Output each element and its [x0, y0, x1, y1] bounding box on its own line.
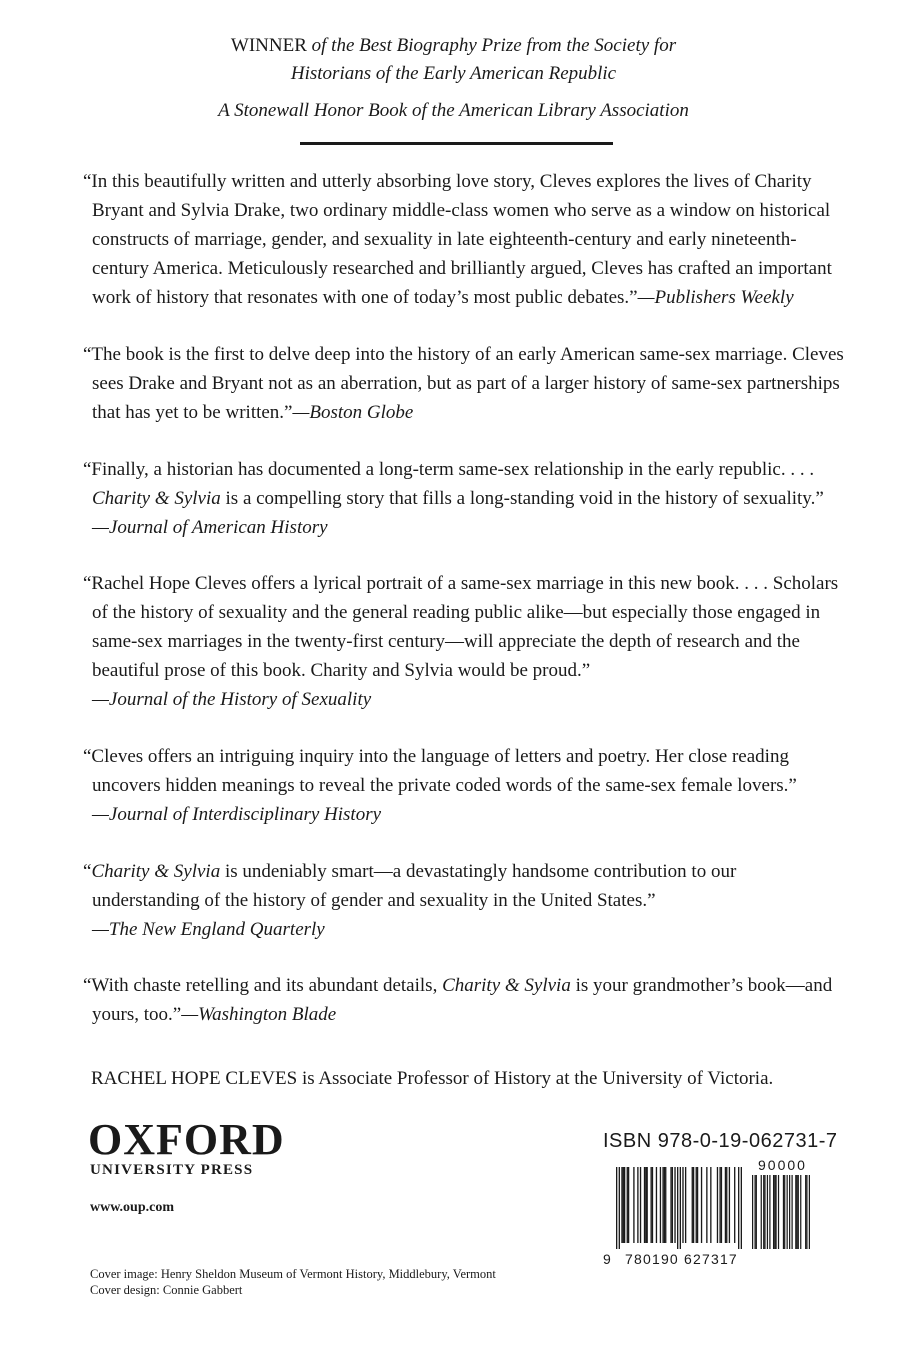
barcode-bar — [697, 1167, 698, 1243]
barcode-bar — [784, 1175, 785, 1249]
barcode-bar — [721, 1167, 722, 1243]
blurb-journal-interdisciplinary — [83, 742, 843, 829]
blurb-source: —Washington Blade — [181, 1004, 337, 1025]
barcode-bar — [701, 1167, 702, 1243]
blurb-text: is your grandmother’s book—and — [570, 975, 833, 996]
barcode-bar — [774, 1175, 775, 1249]
barcode-bar — [627, 1167, 628, 1243]
blurb-journal-history-sexuality — [83, 569, 843, 714]
barcode-bar — [761, 1175, 762, 1249]
cover-design-credit: Cover design: Connie Gabbert — [90, 1283, 243, 1297]
barcode-bar — [725, 1167, 726, 1243]
cover-image-credit: Cover image: Henry Sheldon Museum of Vermont History, Middlebury, Vermont — [90, 1267, 496, 1281]
barcode-bar — [662, 1167, 663, 1243]
barcode-bar — [787, 1175, 788, 1249]
barcode-bar — [619, 1167, 620, 1249]
barcode-bar — [763, 1175, 764, 1249]
blurb-source: —Publishers Weekly — [637, 287, 794, 308]
blurb-text: work of history that resonates with one of today’s most public debates.” — [92, 287, 638, 308]
barcode-bar — [652, 1167, 653, 1243]
barcode-bar — [726, 1167, 727, 1243]
barcode-bar — [672, 1167, 673, 1243]
barcode-bar — [809, 1175, 810, 1249]
barcode-bar — [637, 1167, 638, 1243]
barcode-bar — [692, 1167, 693, 1243]
blurb-line: “Finally, a historian has documented a long-term same-sex relationship in the early republic. . . . — [83, 459, 815, 480]
barcode-addon-icon — [752, 1175, 810, 1249]
barcode-bar — [796, 1175, 797, 1249]
barcode-bar — [767, 1175, 768, 1249]
book-title: Charity & Sylvia — [92, 488, 221, 509]
barcode-bar — [644, 1167, 645, 1243]
barcode-bar — [741, 1167, 742, 1249]
barcode-bar — [756, 1175, 757, 1249]
barcode-bar — [680, 1167, 681, 1249]
barcode-bar — [769, 1175, 770, 1249]
barcode-bar — [734, 1167, 735, 1243]
blurb-line — [83, 484, 843, 513]
blurb-text: that has yet to be written.” — [92, 402, 293, 423]
blurb-boston-globe — [83, 340, 843, 427]
barcode-bar — [656, 1167, 657, 1243]
award-winner-text: of the Best Biography Prize from the Society for — [306, 35, 677, 56]
barcode-first-digit: 9 — [603, 1251, 611, 1267]
blurb-line: constructs of marriage, gender, and sexuality in late eighteenth-century and early nineteenth- — [92, 229, 797, 250]
barcode-bar — [685, 1167, 686, 1243]
barcode-bar — [670, 1167, 671, 1243]
barcode-bar — [664, 1167, 665, 1243]
barcode-bar — [696, 1167, 697, 1243]
barcode-bar — [650, 1167, 651, 1243]
blurb-line: “The book is the first to delve deep into the history of an early American same-sex marriage. Cleves — [83, 344, 844, 365]
barcode-bar — [806, 1175, 807, 1249]
barcode-bar — [775, 1175, 776, 1249]
barcode-bar — [805, 1175, 806, 1249]
blurb-journal-american-history — [83, 455, 843, 542]
blurb-line: “Cleves offers an intriguing inquiry into the language of letters and poetry. Her close reading — [83, 746, 789, 767]
blurb-source: —Boston Globe — [292, 402, 414, 423]
barcode-bar — [791, 1175, 792, 1249]
price-code: 90000 — [758, 1157, 807, 1173]
blurb-line: “Rachel Hope Cleves offers a lyrical portrait of a same-sex marriage in this new book. . . . Scholars — [83, 573, 839, 594]
blurb-source: —Journal of Interdisciplinary History — [92, 804, 382, 825]
barcode-bar — [623, 1167, 624, 1243]
award-winner-line — [0, 31, 907, 60]
barcode-bar — [616, 1167, 617, 1249]
blurb-text: yours, too.” — [92, 1004, 182, 1025]
blurb-line: Bryant and Sylvia Drake, two ordinary middle-class women who serve as a window on historical — [92, 200, 831, 221]
barcode-bar — [665, 1167, 666, 1243]
divider-rule — [300, 142, 613, 145]
blurb-line — [83, 1000, 843, 1029]
blurb-source: —The New England Quarterly — [92, 919, 325, 940]
blurb-line: uncovers hidden meanings to reveal the private coded words of the same-sex female lovers.” — [92, 775, 797, 796]
barcode-bar — [773, 1175, 774, 1249]
barcode-bar — [783, 1175, 784, 1249]
blurb-line: understanding of the history of gender and sexuality in the United States.” — [92, 890, 656, 911]
blurb-line: of the history of sexuality and the general reading public alike—but especially those engaged in — [92, 602, 821, 623]
blurb-line: sees Drake and Bryant not as an aberration, but as part of a larger history of same-sex partnerships — [92, 373, 840, 394]
blurb-line — [83, 398, 843, 427]
author-bio: RACHEL HOPE CLEVES is Associate Professor of History at the University of Victoria. — [91, 1068, 774, 1089]
barcode-bar — [677, 1167, 678, 1249]
barcode-bar — [778, 1175, 779, 1249]
blurb-line — [83, 971, 843, 1000]
barcode-bar — [645, 1167, 646, 1243]
blurb-line — [83, 857, 843, 886]
barcode-bar — [660, 1167, 661, 1243]
blurb-text: is a compelling story that fills a long-standing void in the history of sexuality.” — [220, 488, 824, 509]
blurb-source: —Journal of the History of Sexuality — [92, 689, 372, 710]
barcode-bar — [764, 1175, 765, 1249]
barcode-digits: 780190 627317 — [625, 1251, 738, 1267]
barcode-bar — [752, 1175, 753, 1249]
barcode-bar — [798, 1175, 799, 1249]
barcode-bar — [628, 1167, 629, 1243]
blurb-source: —Journal of American History — [92, 517, 328, 538]
blurb-line: beautiful prose of this book. Charity and Sylvia would be proud.” — [92, 660, 591, 681]
open-quote: “ — [83, 861, 92, 882]
barcode-bar — [693, 1167, 694, 1243]
barcode-bar — [682, 1167, 683, 1243]
barcode-bar — [738, 1167, 739, 1249]
barcode-bar — [633, 1167, 634, 1243]
barcode-main-icon — [616, 1167, 742, 1249]
barcode-bar — [710, 1167, 711, 1243]
barcode-bar — [800, 1175, 801, 1249]
barcode-bar — [640, 1167, 641, 1243]
book-title: Charity & Sylvia — [91, 861, 221, 882]
award-winner-line-2: Historians of the Early American Republic — [290, 63, 617, 84]
barcode-bar — [754, 1175, 755, 1249]
isbn-label: ISBN 978-0-19-062731-7 — [603, 1130, 838, 1152]
blurb-line: century America. Meticulously researched and brilliantly argued, Cleves has crafted an important — [92, 258, 832, 279]
barcode-bar — [717, 1167, 718, 1243]
barcode-bar — [729, 1167, 730, 1243]
blurb-text: is undeniably smart—a devastatingly handsome contribution to our — [220, 861, 737, 882]
barcode-bar — [789, 1175, 790, 1249]
barcode-bar — [621, 1167, 622, 1243]
blurb-text: “With chaste retelling and its abundant details, — [83, 975, 443, 996]
award-stonewall-line: A Stonewall Honor Book of the American Library Association — [218, 100, 689, 121]
publisher-website-link[interactable]: www.oup.com — [90, 1200, 175, 1215]
barcode-bar — [795, 1175, 796, 1249]
university-press-label: UNIVERSITY PRESS — [90, 1162, 254, 1178]
oxford-logo: OXFORD — [88, 1115, 285, 1164]
book-title: Charity & Sylvia — [442, 975, 571, 996]
blurb-line — [83, 283, 843, 312]
barcode-bar — [647, 1167, 648, 1243]
barcode-bar — [674, 1167, 675, 1243]
blurb-publishers-weekly — [83, 167, 843, 312]
blurb-line: same-sex marriages in the twenty-first century—will appreciate the depth of research and the — [92, 631, 800, 652]
barcode-bar — [624, 1167, 625, 1243]
blurb-new-england-quarterly — [83, 857, 843, 944]
barcode-bar — [706, 1167, 707, 1243]
blurb-washington-blade — [83, 971, 843, 1029]
award-winner-word: WINNER — [230, 35, 307, 56]
blurb-line: “In this beautifully written and utterly absorbing love story, Cleves explores the lives of Charity — [83, 171, 812, 192]
barcode-bar — [719, 1167, 720, 1243]
